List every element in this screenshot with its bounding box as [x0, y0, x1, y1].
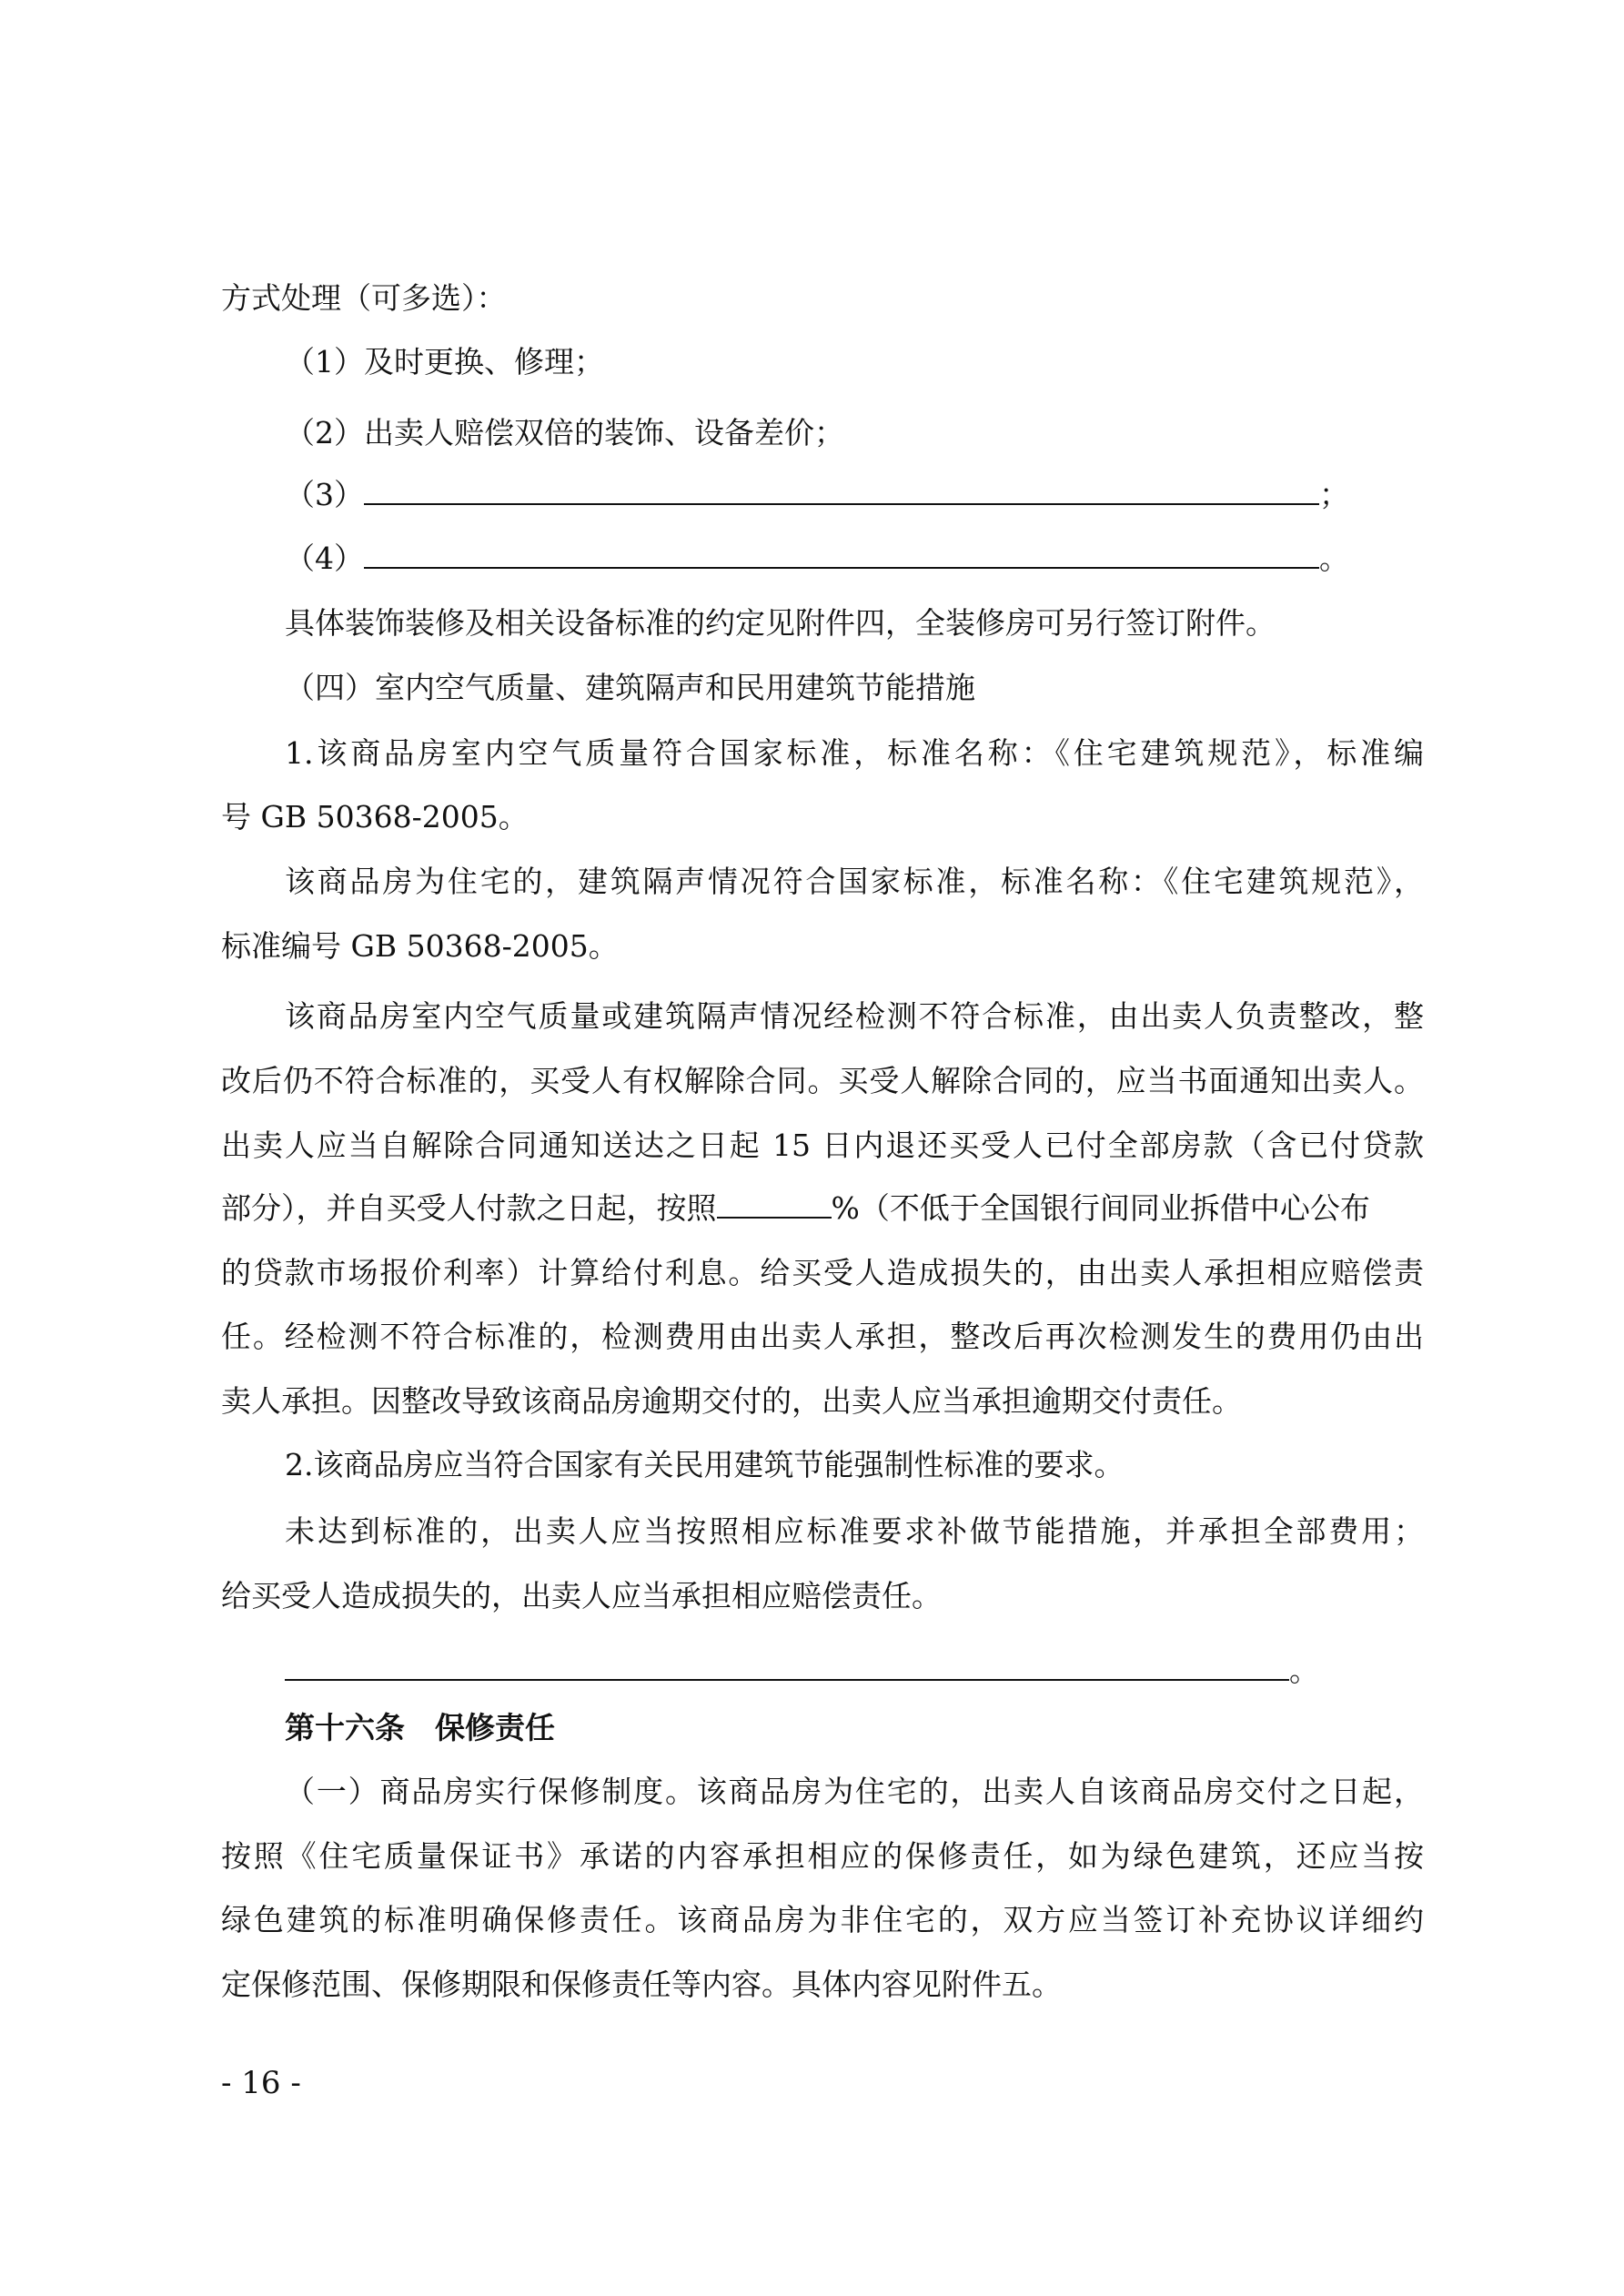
text-line — [221, 1177, 1424, 1240]
text-line: 按照《住宅质量保证书》承诺的内容承担相应的保修责任，如为绿色建筑，还应当按 — [221, 1838, 1424, 1874]
text-line: 给买受人造成损失的，出卖人应当承担相应赔偿责任。 — [221, 1578, 942, 1613]
option-3-label: （3） — [285, 477, 364, 512]
punctuation: ； — [1319, 477, 1349, 512]
text-line: 1.该商品房室内空气质量符合国家标准，标准名称：《住宅建筑规范》，标准编 — [285, 735, 1424, 771]
page-number: - 16 - — [221, 2065, 301, 2101]
option-4 — [285, 527, 1424, 591]
text-line: 该商品房室内空气质量或建筑隔声情况经检测不符合标准，由出卖人负责整改，整 — [285, 998, 1424, 1034]
text-line: 2.该商品房应当符合国家有关民用建筑节能强制性标准的要求。 — [285, 1447, 1125, 1482]
text-line: 的贷款市场报价利率）计算给付利息。给买受人造成损失的，由出卖人承担相应赔偿责 — [221, 1255, 1424, 1290]
text-line: 未达到标准的，出卖人应当按照相应标准要求补做节能措施，并承担全部费用； — [285, 1513, 1424, 1549]
text-segment: %（不低于全国银行间同业拆借中心公布 — [831, 1190, 1370, 1226]
text-line: 改后仍不符合标准的，买受人有权解除合同。买受人解除合同的，应当书面通知出卖人。 — [221, 1063, 1424, 1098]
text-line: 定保修范围、保修期限和保修责任等内容。具体内容见附件五。 — [221, 1967, 1062, 2002]
text-line: （一）商品房实行保修制度。该商品房为住宅的，出卖人自该商品房交付之日起， — [285, 1774, 1424, 1809]
text-line: 出卖人应当自解除合同通知送达之日起 15 日内退还买受人已付全部房款（含已付贷款 — [221, 1128, 1424, 1163]
text-line: 卖人承担。因整改导致该商品房逾期交付的，出卖人应当承担逾期交付责任。 — [221, 1383, 1242, 1419]
text-line: 方式处理（可多选）： — [221, 280, 507, 316]
fill-in-blank[interactable] — [364, 536, 1319, 569]
text-segment: 部分），并自买受人付款之日起，按照 — [221, 1190, 717, 1226]
interest-rate-blank[interactable] — [717, 1186, 832, 1219]
option-4-label: （4） — [285, 541, 364, 576]
text-line: 任。经检测不符合标准的，检测费用由出卖人承担，整改后再次检测发生的费用仍由出 — [221, 1319, 1424, 1354]
article-heading: 第十六条 保修责任 — [285, 1710, 555, 1745]
blank-line — [285, 1639, 1424, 1703]
text-line: 标准编号 GB 50368-2005。 — [221, 928, 619, 964]
option-2: （2）出卖人赔偿双倍的装饰、设备差价； — [285, 415, 844, 450]
text-line: 号 GB 50368-2005。 — [221, 799, 529, 834]
punctuation: 。 — [1289, 1653, 1319, 1688]
text-line: 绿色建筑的标准明确保修责任。该商品房为非住宅的，双方应当签订补充协议详细约 — [221, 1902, 1424, 1937]
section-heading: （四）室内空气质量、建筑隔声和民用建筑节能措施 — [285, 670, 975, 705]
fill-in-blank[interactable] — [285, 1648, 1289, 1681]
fill-in-blank[interactable] — [364, 472, 1319, 505]
option-1: （1）及时更换、修理； — [285, 344, 604, 379]
option-3 — [285, 463, 1424, 527]
text-line: 该商品房为住宅的，建筑隔声情况符合国家标准，标准名称：《住宅建筑规范》， — [285, 864, 1424, 899]
punctuation: 。 — [1319, 541, 1349, 576]
text-line: 具体装饰装修及相关设备标准的约定见附件四，全装修房可另行签订附件。 — [285, 605, 1276, 641]
